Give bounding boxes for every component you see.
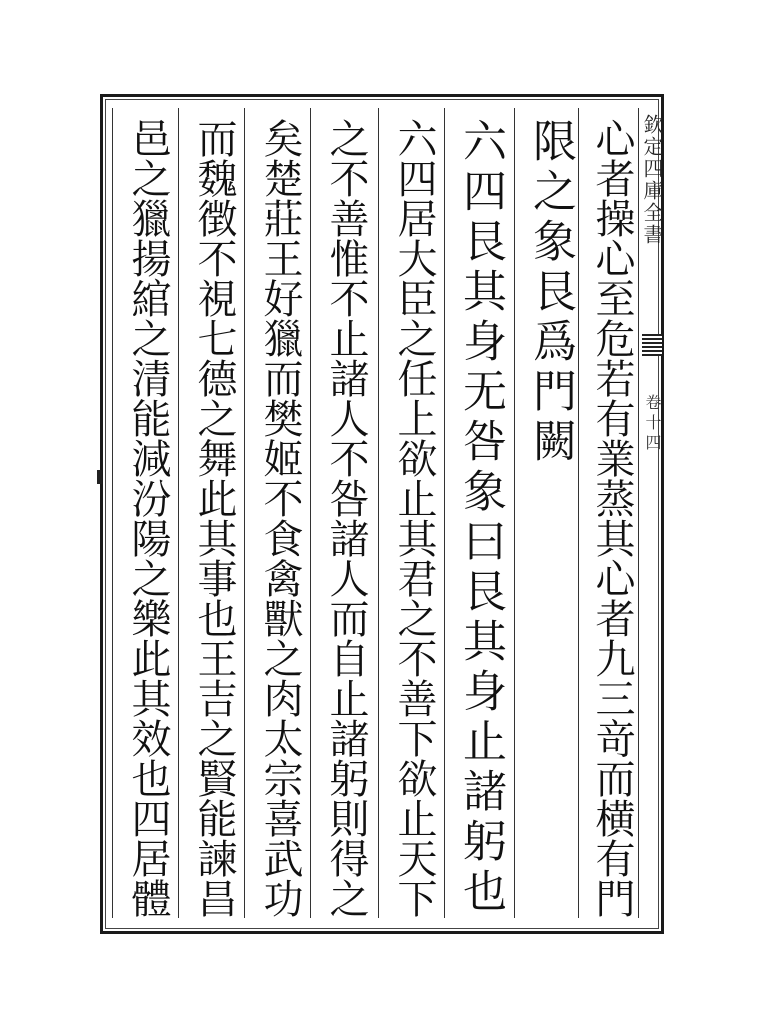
column-rule (514, 108, 515, 918)
page-frame (100, 94, 664, 934)
text-column-5: 之不善惟不止諸人不咎諸人而自止諸躬則得之 (323, 118, 369, 918)
text-column-7: 而魏徴不視七德之舞此其事也王吉之賢能諫昌 (191, 118, 237, 918)
column-rule (178, 108, 179, 918)
margin-strip (640, 94, 664, 934)
column-rule (244, 108, 245, 918)
volume-label: 卷十四 (643, 394, 662, 454)
margin-tick (97, 470, 102, 484)
text-column-1: 心者操心至危若有業蒸其心者九三竒而横有門 (589, 118, 635, 918)
text-column-8: 邑之獵揚綰之清能減汾陽之樂此其效也四居體 (125, 118, 171, 918)
column-rule (578, 108, 579, 918)
book-title: 欽定四庫全書 (640, 114, 664, 246)
fishtail-mark-icon (642, 334, 662, 356)
column-rule (112, 108, 113, 918)
text-column-4: 六四居大臣之任上欲止其君之不善下欲止天下 (391, 118, 437, 918)
column-rule (444, 108, 445, 918)
text-column-6: 矣楚莊王好獵而樊姬不食禽獸之肉太宗喜武功 (257, 118, 303, 918)
column-rule (378, 108, 379, 918)
column-rule (310, 108, 311, 918)
text-column-3: 六四艮其身无咎象曰艮其身止諸躬也 (455, 118, 506, 918)
text-column-2: 限之象艮爲門闕 (525, 118, 576, 468)
